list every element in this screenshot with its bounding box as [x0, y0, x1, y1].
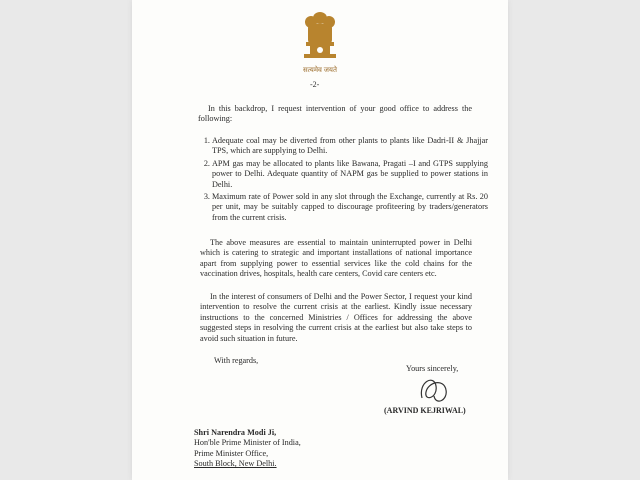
recipient-title: Hon'ble Prime Minister of India,: [194, 438, 301, 448]
regards-line: With regards,: [214, 356, 259, 365]
request-paragraph: In the interest of consumers of Delhi and the Power Sector, I request your kind intervention to resolve the current crisis at the earliest. Kindly issue necessary instructions to the concerned Ministries / Offices for addressing the above suggested steps in resolving the current crisis at the earliest but also take steps to avoid such situation in future.: [200, 292, 472, 343]
national-emblem-icon: [298, 8, 342, 68]
yours-sincerely: Yours sincerely,: [406, 364, 459, 373]
recipient-office: Prime Minister Office,: [194, 448, 269, 458]
recipient-address: [194, 428, 301, 470]
page-number: -2-: [310, 80, 320, 89]
request-list: [198, 136, 488, 225]
letter-page: [132, 0, 508, 480]
background-left: [0, 0, 132, 480]
list-item: 3. Maximum rate of Power sold in any slot through the Exchange, currently at Rs. 20 per unit, may be suitably capped to discourage profiteering by traders/generators from the current crisis.: [212, 192, 488, 223]
recipient-name: Shri Narendra Modi Ji,: [194, 428, 277, 437]
list-item: 1. Adequate coal may be diverted from other plants to plants like Dadri-II & Jhajjar TPS, which are supplying to Delhi.: [212, 136, 488, 157]
measures-paragraph: The above measures are essential to maintain uninterrupted power in Delhi which is catering to strategic and important installations of national importance apart from supplying power to essential services like the cold chains for the vaccination drives, hospitals, health care centers, Covid care centers etc.: [200, 238, 472, 279]
recipient-location: South Block, New Delhi.: [194, 459, 277, 469]
background-right: [508, 0, 640, 480]
list-item: 2. APM gas may be allocated to plants like Bawana, Pragati –I and GTPS supplying power to Delhi. Adequate quantity of NAPM gas be supplied to power stations in Delhi.: [212, 159, 488, 190]
intro-paragraph: In this backdrop, I request intervention of your good office to address the following:: [198, 104, 472, 124]
emblem-motto: सत्यमेव जयते: [303, 66, 337, 74]
signer-name: (ARVIND KEJRIWAL): [384, 406, 466, 415]
